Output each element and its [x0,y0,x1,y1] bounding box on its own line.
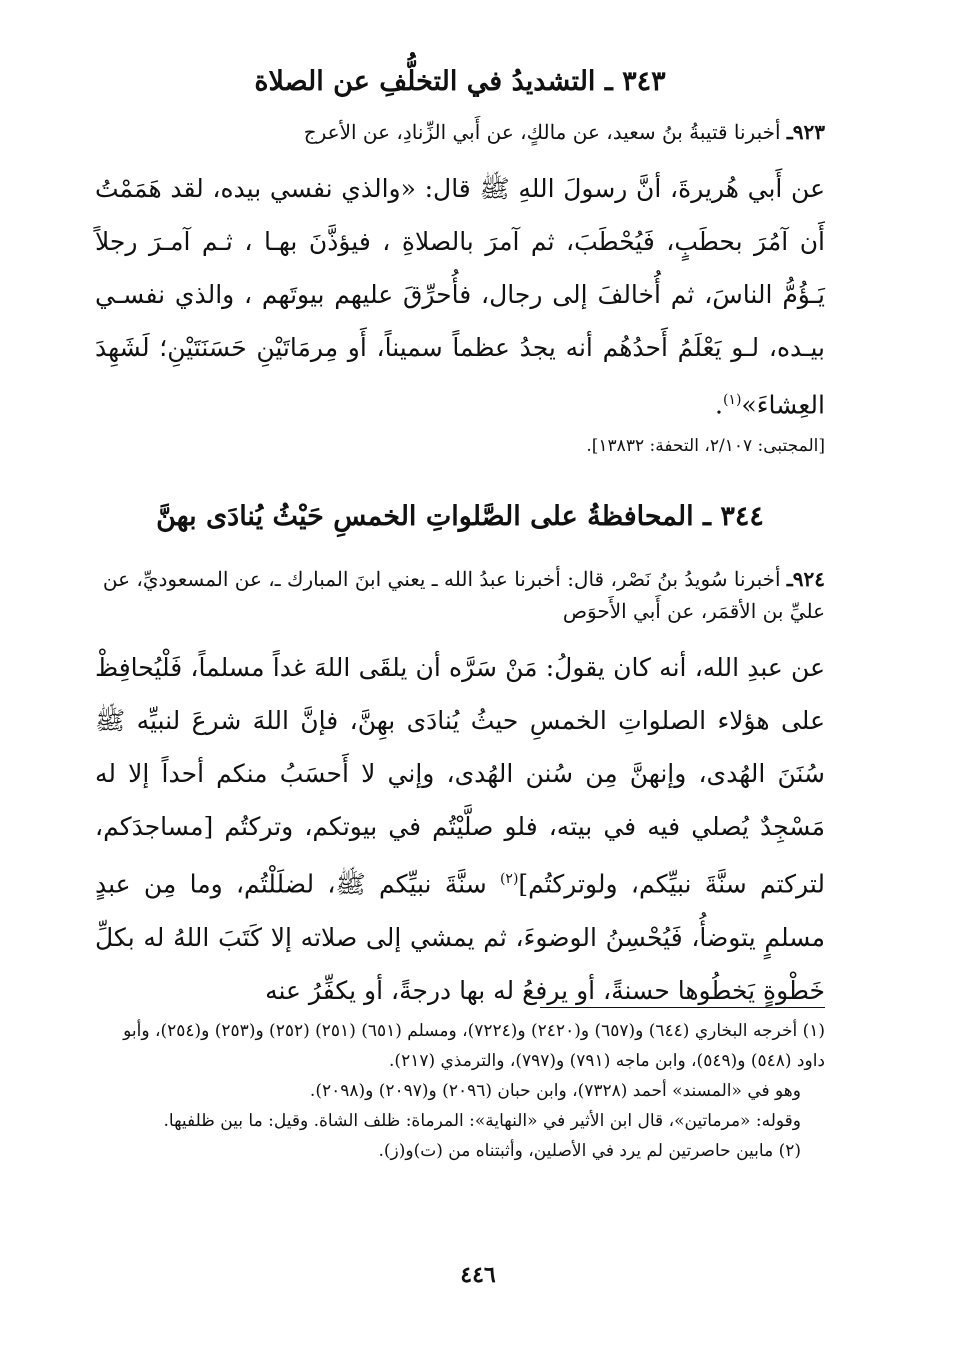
footnote-1-definition: وقوله: «مرماتين»، قال ابن الأثير في «النهاية»: المرماة: ظلف الشاة. وقيل: ما بين ظلفيها. [163,1111,801,1131]
footnotes [95,1016,825,1166]
page-body [95,40,825,1017]
hadith-923-end: . [714,390,723,420]
hadith-923-isnad [95,116,825,148]
hadith-923-matn-text: عن أَبي هُريرةَ، أنَّ رسولَ اللهِ ﷺ قال: «والذي نفسي بيده، لقد هَمَمْتُ أَن آمُرَ بحطَبٍ، فَيُحْطَبَ، ثم آمرَ بالصلاةِ ، فيؤذَّنَ بهـا ، ثـم آمـرَ رجلاً يَـؤُمُّ الناسَ، ثم أُخالفَ إلى رجال، فأُحرِّقَ عليهم بيوتَهم ، والذي نفسـي بيـده، لـو يَعْلَمُ أَحدُهُم أنه يجدُ عظماً سميناً، أَو مِرمَاتَيْنِ حَسَنَتَيْنِ؛ لَشَهِدَ العِشاءَ» [95,174,825,420]
footnote-2: (٢) مابين حاصرتين لم يرد في الأصلين، وأثبتناه من (ت)و(ز). [378,1141,801,1161]
footnote-1-musnad: وهو في «المسند» أحمد (٧٣٢٨)، وابن حبان (٢٠٩٦) و(٢٠٩٧) و(٢٠٩٨). [309,1081,801,1101]
hadith-924-isnad [95,563,825,627]
hadith-923-matn [95,162,825,431]
hadith-924-matn-part1: عن عبدِ الله، أنه كان يقولُ: مَنْ سَرَّه أن يلقَى اللهَ غداً مسلماً، فَلْيُحافِظْ على هؤلاء الصلواتِ الخمسِ حيثُ يُنادَى بهِنَّ، فإنَّ اللهَ شرعَ لنبيِّه ﷺ سُنَنَ الهُدى، وإنهنَّ مِن سُنن الهُدى، وإني لا أَحسَبُ منكم أحداً إلا له مَسْجِدٌ يُصلي فيه في بيته، فلو صلَّيْتُم في بيوتكم، وتركتُم [مساجدَكم، لتركتم سنَّةَ نبيِّكم، ولوتركتُم] [95,653,826,899]
footnote-marker-1[interactable]: (١) [722,392,742,408]
hadith-923-isnad-text: أخبرنا قتيبةُ بنُ سعيد، عن مالكٍ، عن أَبي الزِّنادِ، عن الأعرج [303,120,787,144]
page-number: ٤٤٦ [460,1262,496,1288]
hadith-924-number: ٩٢٤ـ [786,567,825,592]
hadith-923-number: ٩٢٣ـ [786,120,825,144]
hadith-924-matn [95,641,825,1016]
hadith-923-reference: [المجتبى: ٢/١٠٧، التحفة: ١٣٨٣٢]. [586,436,825,457]
hadith-924-isnad-text: أخبرنا سُويدُ بنُ نَصْر، قال: أخبرنا عبدُ الله ـ يعني ابنَ المبارك ـ، عن المسعوديِّ، عن عليِّ بن الأقمَر، عن أَبي الأَحوَص [102,567,825,624]
chapter-title-344: ٣٤٤ ـ المحافظةُ على الصَّلواتِ الخمسِ حَيْثُ يُنادَى بهنَّ [156,501,764,533]
footnote-separator [540,1007,825,1008]
footnote-marker-2[interactable]: (٢) [499,871,519,888]
hadith-924-matn-part2: سنَّةَ نبيِّكم ﷺ، لضلَلْتُم، وما مِن عبدٍ مسلمٍ يتوضأُ، فَيُحْسِنُ الوضوءَ، ثم يمشي إلى صلاته إلا كَتَبَ اللهُ له بكلِّ خَطْوةٍ يَخطُوها حسنةً، أو يرفعُ له بها درجةً، أو يكفِّرُ عنه [95,869,825,1005]
chapter-title-343: ٣٤٣ ـ التشديدُ في التخلُّفِ عن الصلاة [254,66,666,97]
footnote-1-sources: (١) أخرجه البخاري (٦٤٤) و(٦٥٧) و(٢٤٢٠) و(٧٢٢٤)، ومسلم (٦٥١) (٢٥١) (٢٥٢) و(٢٥٣) و(٢٥٤)، وأبو داود (٥٤٨) و(٥٤٩)، وابن ماجه (٧٩١) و(٧٩٧)، والترمذي (٢١٧). [123,1021,825,1071]
